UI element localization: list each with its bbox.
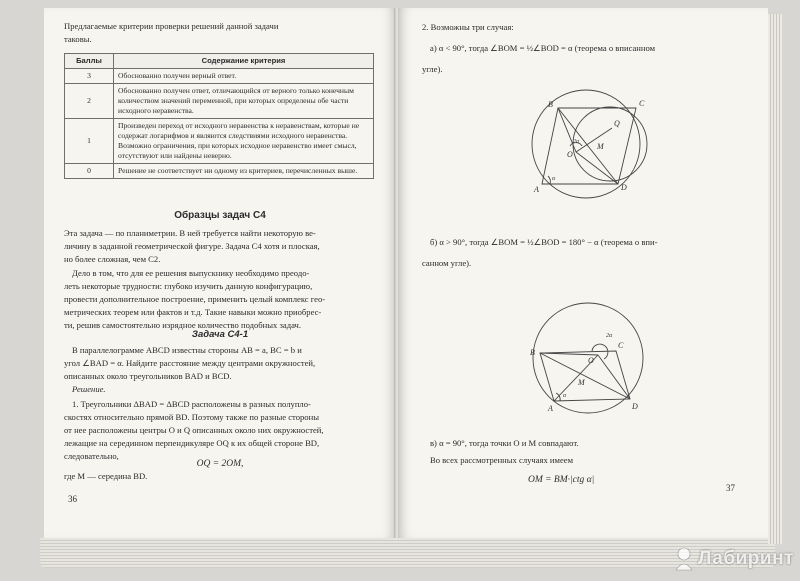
mascot-head-icon bbox=[678, 548, 690, 560]
solution-label: Решение. bbox=[72, 384, 106, 394]
page-number-right: 37 bbox=[726, 483, 735, 493]
para1-line-1: Эта задача — по планиметрии. В ней требуется найти некоторую ве- bbox=[64, 228, 316, 238]
table-row bbox=[65, 69, 374, 84]
criteria-text: Решение не соответствует ни одному из критериев, перечисленных выше. bbox=[114, 164, 374, 179]
page-stack-edge bbox=[40, 538, 775, 568]
solution-line-2: скостях относительно прямой BD. Поэтому также по разные стороны bbox=[64, 412, 319, 422]
criteria-score: 1 bbox=[65, 119, 114, 164]
criteria-header-content: Содержание критерия bbox=[114, 54, 374, 69]
case-b-line-2: санном угле). bbox=[422, 258, 472, 268]
figure-case-b bbox=[518, 293, 658, 423]
parallelogram-abcd bbox=[542, 108, 636, 184]
segment-bo bbox=[558, 108, 576, 152]
case-b-line-1: б) α > 90°, тогда ∠BOM = ½∠BOD = 180° − α (теорема о впи- bbox=[430, 237, 658, 247]
criteria-score: 3 bbox=[65, 69, 114, 84]
segment-od bbox=[598, 355, 630, 399]
solution-line-5: следовательно, bbox=[64, 451, 119, 461]
case-intro: 2. Возможны три случая: bbox=[422, 22, 514, 32]
solution-line-3: от нее расположены центры O и Q описанных около них окружностей, bbox=[64, 425, 324, 435]
case-a-line-2: угле). bbox=[422, 64, 443, 74]
summary-line: Во всех рассмотренных случаях имеем bbox=[430, 455, 574, 465]
diagonal-bd bbox=[540, 353, 630, 399]
formula-oq: OQ = 2OM, bbox=[196, 459, 244, 469]
case-c-line: в) α = 90°, тогда точки O и M совпадают. bbox=[430, 438, 579, 448]
where-line: где M — середина BD. bbox=[64, 471, 148, 481]
criteria-table bbox=[64, 53, 374, 179]
mascot-body-icon bbox=[676, 564, 692, 570]
problem-line-1: В параллелограмме ABCD известны стороны AB = a, BC = b и bbox=[72, 345, 302, 355]
solution-line-1: 1. Треугольники ΔBAD = ΔBCD расположены в разных полупло- bbox=[72, 399, 311, 409]
label-2alpha: 2α bbox=[573, 139, 580, 145]
label-c: C bbox=[639, 99, 645, 108]
page-stack-side bbox=[768, 14, 782, 544]
criteria-score: 0 bbox=[65, 164, 114, 179]
para2-line-1: Дело в том, что для ее решения выпускнику необходимо преодо- bbox=[72, 268, 310, 278]
solution-line-4: лежащие на серединном перпендикуляре OQ к их общей стороне BD, bbox=[64, 438, 320, 448]
criteria-text: Обоснованно получен ответ, отличающийся от верного только конечным количеством значений переменной, при которых определены обе части исходного неравенства. bbox=[114, 84, 374, 119]
para2-line-4: метрических теорем или фактов и т.д. Такие навыки можно приобрес- bbox=[64, 307, 322, 317]
criteria-text: Произведен переход от исходного неравенства к неравенствам, которые не содержат логарифмов и являются следствиями исходного неравенства. Возможно ограничения, при которых исходное неравенство имеет смысл, отсутствуют или найдены неверно. bbox=[114, 119, 374, 164]
intro-line-2: таковы. bbox=[64, 34, 92, 44]
problem-title: Задача С4-1 bbox=[191, 329, 249, 340]
para2-line-5: ти, решив самостоятельно изрядное количество подобных задач. bbox=[64, 320, 302, 330]
para1-line-2: личину в заданной геометрической фигуре. Задача С4 хотя и плоская, bbox=[64, 241, 320, 251]
circumcircle-bcd bbox=[573, 107, 647, 181]
segment-oq bbox=[576, 128, 612, 152]
criteria-header-score: Баллы bbox=[65, 54, 114, 69]
para2-line-2: леть некоторые трудности: глубоко изучить данную конфигурацию, bbox=[64, 281, 313, 291]
criteria-score: 2 bbox=[65, 84, 114, 119]
label-alpha: α bbox=[563, 393, 567, 399]
label-alpha: α bbox=[552, 176, 556, 182]
formula-om: OM = BM·|ctg α| bbox=[528, 475, 595, 485]
section-title: Образцы задач С4 bbox=[174, 210, 266, 221]
label-d: D bbox=[632, 402, 638, 411]
criteria-table-header bbox=[65, 54, 374, 69]
diagonal-bd bbox=[558, 108, 618, 184]
label-m: M bbox=[578, 378, 585, 387]
label-o: O bbox=[567, 150, 573, 159]
problem-line-2: угол ∠BAD = α. Найдите расстояние между центрами окружностей, bbox=[64, 358, 316, 368]
table-row bbox=[65, 164, 374, 179]
watermark-text: Лабиринт bbox=[698, 548, 794, 569]
figure-case-a bbox=[518, 86, 678, 206]
intro-line-1: Предлагаемые критерии проверки решений данной задачи bbox=[64, 21, 279, 31]
table-row bbox=[65, 119, 374, 164]
left-page bbox=[44, 8, 396, 538]
table-row bbox=[65, 84, 374, 119]
label-q: Q bbox=[614, 119, 620, 128]
label-2alpha: 2α bbox=[606, 333, 613, 339]
right-page bbox=[398, 8, 768, 538]
label-b: B bbox=[530, 348, 535, 357]
case-a-line-1: а) α < 90°, тогда ∠BOM = ½∠BOD = α (теорема о вписанном bbox=[430, 43, 656, 53]
label-o: O bbox=[588, 356, 594, 365]
label-a: A bbox=[548, 404, 553, 413]
label-m: M bbox=[597, 142, 604, 151]
label-b: B bbox=[548, 100, 553, 109]
label-c: C bbox=[618, 341, 624, 350]
page-number-left: 36 bbox=[68, 494, 77, 504]
para2-line-3: провести дополнительное построение, применить целый комплекс гео- bbox=[64, 294, 326, 304]
problem-line-3: описанных около треугольников BAD и BCD. bbox=[64, 371, 232, 381]
para1-line-3: но более сложная, чем С2. bbox=[64, 254, 161, 264]
label-a: A bbox=[534, 185, 539, 194]
label-d: D bbox=[621, 183, 627, 192]
criteria-text: Обоснованно получен верный ответ. bbox=[114, 69, 374, 84]
segment-ob bbox=[540, 353, 598, 355]
